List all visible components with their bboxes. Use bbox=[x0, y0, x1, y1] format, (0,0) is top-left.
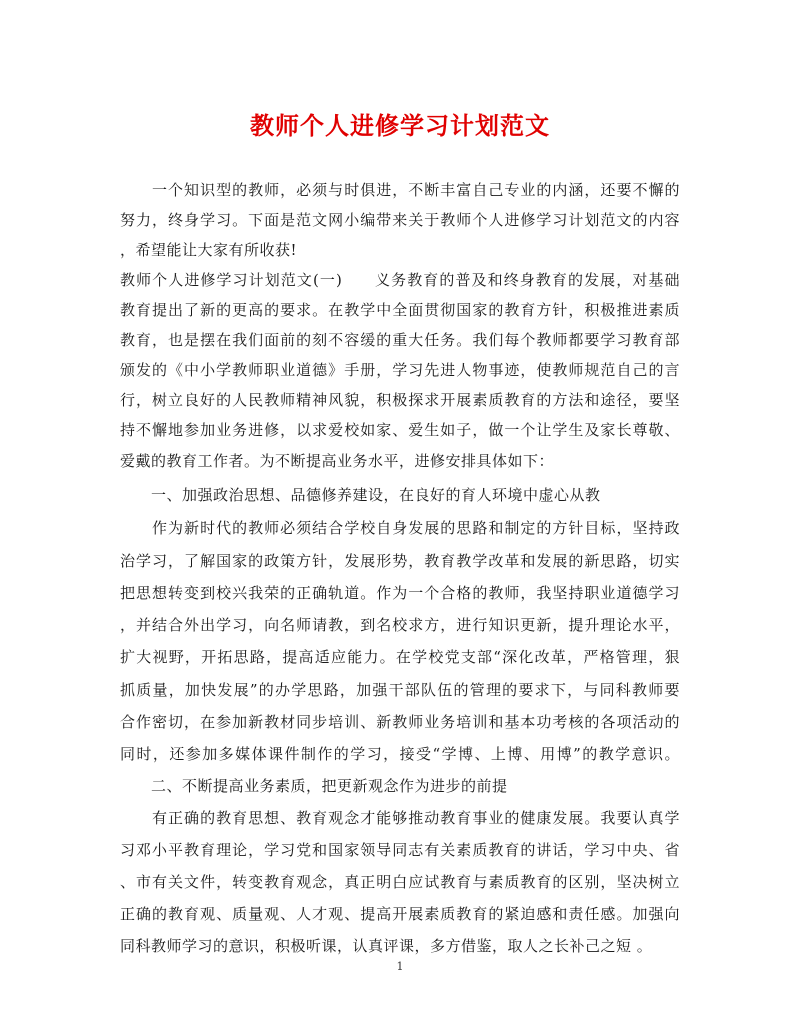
paragraph-line: 抓质量，加快发展”的办学思路，加强干部队伍的管理的要求下，与同科教师要 bbox=[120, 681, 680, 699]
paragraph-line: 颁发的《中小学教师职业道德》手册，学习先进人物事迹，使教师规范自己的言 bbox=[120, 361, 680, 379]
paragraph-line: 作为新时代的教师必须结合学校自身发展的思路和制定的方针目标，坚持政 bbox=[120, 519, 680, 537]
paragraph-line: 同时，还参加多媒体课件制作的学习，接受“学博、上博、用博”的教学意识。 bbox=[120, 745, 680, 763]
paragraph-line: 正确的教育观、质量观、人才观、提高开展素质教育的紧迫感和责任感。加强向 bbox=[120, 905, 680, 923]
paragraph-line: 、市有关文件，转变教育观念，真正明白应试教育与素质教育的区别，坚决树立 bbox=[120, 873, 680, 891]
paragraph-line: ，并结合外出学习，向名师请教，到名校求方，进行知识更新，提升理论水平， bbox=[120, 616, 680, 634]
paragraph-line: 教育，也是摆在我们面前的刻不容缓的重大任务。我们每个教师都要学习教育部 bbox=[120, 331, 680, 349]
paragraph-line: 教师个人进修学习计划范文(一) 义务教育的普及和终身教育的发展，对基础 bbox=[120, 271, 680, 289]
section-heading: 二、不断提高业务素质，把更新观念作为进步的前提 bbox=[120, 777, 508, 795]
paragraph-line: 有正确的教育思想、教育观念才能够推动教育事业的健康发展。我要认真学 bbox=[120, 809, 680, 827]
section-heading: 一、加强政治思想、品德修养建设，在良好的育人环境中虚心从教 bbox=[120, 486, 601, 504]
paragraph-line: 行，树立良好的人民教师精神风貌，积极探求开展素质教育的方法和途径，要坚 bbox=[120, 391, 680, 409]
paragraph-line: 合作密切，在参加新教材同步培训、新教师业务培训和基本功考核的各项活动的 bbox=[120, 713, 680, 731]
document-title: 教师个人进修学习计划范文 bbox=[250, 112, 550, 140]
page-number: 1 bbox=[396, 960, 404, 973]
paragraph-line: 一个知识型的教师，必须与时俱进，不断丰富自己专业的内涵，还要不懈的 bbox=[120, 181, 680, 199]
paragraph-line: 同科教师学习的意识，积极听课，认真评课，多方借鉴，取人之长补己之短 。 bbox=[120, 937, 653, 955]
paragraph-line: 持不懈地参加业务进修，以求爱校如家、爱生如子，做一个让学生及家长尊敬、 bbox=[120, 421, 680, 439]
paragraph-line: 爱戴的教育工作者。为不断提高业务水平，进修安排具体如下： bbox=[120, 452, 555, 470]
paragraph-line: 扩大视野，开拓思路，提高适应能力。在学校党支部“深化改革，严格管理，狠 bbox=[120, 648, 680, 666]
paragraph-line: 努力，终身学习。下面是范文网小编带来关于教师个人进修学习计划范文的内容 bbox=[120, 211, 680, 229]
paragraph-line: 治学习，了解国家的政策方针，发展形势，教育教学改革和发展的新思路，切实 bbox=[120, 552, 680, 570]
paragraph-line: 教育提出了新的更高的要求。在教学中全面贯彻国家的教育方针，积极推进素质 bbox=[120, 301, 680, 319]
paragraph-line: 把思想转变到校兴我荣的正确轨道。作为一个合格的教师，我坚持职业道德学习 bbox=[120, 584, 680, 602]
paragraph-line: 习邓小平教育理论，学习党和国家领导同志有关素质教育的讲话，学习中央、省 bbox=[120, 841, 680, 859]
paragraph-line: ，希望能让大家有所收获! bbox=[120, 241, 298, 259]
